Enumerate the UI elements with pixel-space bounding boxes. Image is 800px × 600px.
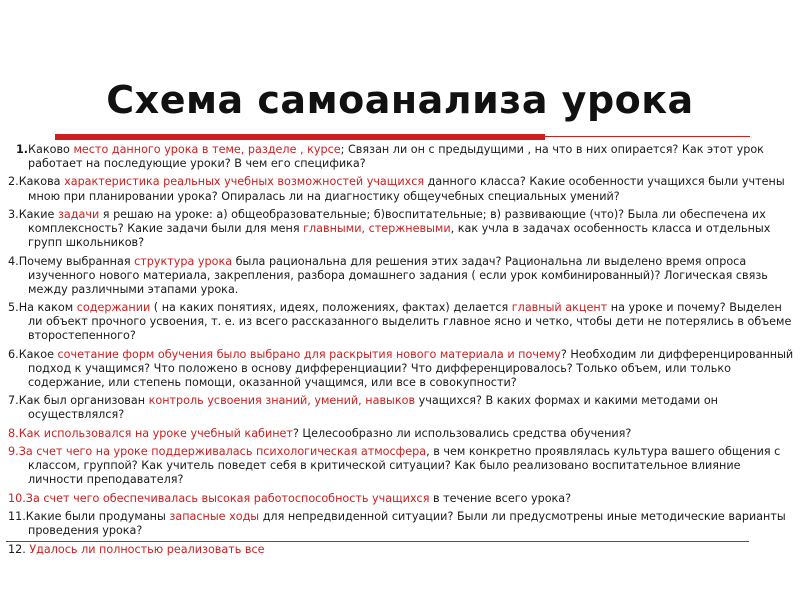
item-number: 12. <box>8 542 30 556</box>
item-text: Как был организован <box>18 394 149 408</box>
highlight-text: главный акцент <box>511 301 608 315</box>
item-text: была рациональна для решения этих задач? Рациональна ли выделено время опроса изученного нового материала, закрепления, разбора домашнего задания ( если урок комбинированный)? Логическая связь между различными этапами урока. <box>28 254 768 296</box>
item-text: Какова <box>18 175 65 189</box>
highlight-text: задачи <box>57 207 100 221</box>
item-text: Какие <box>18 207 58 221</box>
highlight-text: За счет чего на уроке поддерживалась психологическая атмосфера <box>18 445 427 459</box>
item-text: Почему выбранная <box>18 254 135 268</box>
item-text: ; Связан ли он с предыдущими , на что в них опирается? Как этот урок работает на последующие уроки? В чем его специфика? <box>28 143 764 171</box>
list-item <box>8 301 798 343</box>
highlight-text: Как использовался на уроке учебный кабинет <box>18 426 293 440</box>
slide-title: Схема самоанализа урока <box>106 78 694 122</box>
item-text: ( на каких понятиях, идеях, положениях, фактах) делается <box>150 301 512 315</box>
item-text: на уроке и почему? Выделен ли объект прочного усвоения, т. е. из всего рассказанного выделить главное ясно и четко, чтобы дети не потерялись в объеме второстепенного? <box>28 301 792 343</box>
item-text: , в чем конкретно проявлялась культура вашего общения с классом, группой? Как учитель поведет себя в критической ситуации? Как было реализовано воспитательное влияние личности преподавателя? <box>28 445 781 487</box>
item-text: Какое <box>18 347 58 361</box>
item-number: 8. <box>8 426 19 440</box>
title-underline-thin <box>545 136 750 137</box>
strike-line <box>6 541 749 542</box>
highlight-text: Удалось ли полностью реализовать все <box>29 542 265 556</box>
highlight-text: За счет чего обеспечивалась высокая работоспособность учащихся <box>25 491 430 505</box>
item-number: 4. <box>8 254 19 268</box>
list-item <box>8 255 798 297</box>
item-text: данного класса? Какие особенности учащихся были учтены мною при планировании урока? Опиралась ли на диагностику общеучебных специальных умений? <box>28 175 785 203</box>
list-item <box>8 543 798 557</box>
title-underline-thick <box>55 134 545 140</box>
item-number: 2. <box>8 175 19 189</box>
list-item <box>8 492 798 506</box>
item-number: 9. <box>8 445 19 459</box>
item-text: Каково <box>28 143 74 156</box>
item-text: я решаю на уроке: а) общеобразовательные; б)воспитательные; в) развивающие (что)? Была ли обеспечена их комплексность? Какие задачи были для меня <box>28 207 766 236</box>
item-text: учащихся? В каких формах и какими методами он осуществлялся? <box>28 394 718 422</box>
list-item <box>8 175 798 203</box>
highlight-text: запасные ходы <box>169 510 260 524</box>
highlight-text: сочетание форм обучения было выбрано для раскрытия нового материала и почему <box>57 347 561 361</box>
analysis-list <box>8 143 798 561</box>
highlight-text: главными, стержневыми <box>303 222 451 236</box>
highlight-text: место данного урока в теме, разделе , курсе <box>73 143 341 156</box>
list-item <box>8 510 798 538</box>
item-number: 5. <box>8 301 19 315</box>
item-text: ? Необходим ли дифференцированный подход к учащимся? Что положено в основу дифференциации? Что дифференцировалось? Только объем, или только содержание, или степень помощи, оказанной учащимся, или все в совокупности? <box>28 347 794 389</box>
highlight-text: содержании <box>76 301 151 315</box>
list-item <box>8 445 798 487</box>
item-number: 10. <box>8 491 26 505</box>
list-item <box>8 208 798 250</box>
item-text: , как учла в задачах особенность класса и отдельных групп школьников? <box>28 222 771 250</box>
item-number: 3. <box>8 207 19 221</box>
highlight-text: характеристика реальных учебных возможностей учащихся <box>64 175 425 189</box>
list-item <box>8 427 798 441</box>
item-number: 1. <box>16 143 29 156</box>
item-number: 6. <box>8 347 19 361</box>
item-text: На каком <box>18 301 77 315</box>
list-item <box>8 348 798 390</box>
item-number: 11. <box>8 510 26 524</box>
highlight-text: структура урока <box>134 254 233 268</box>
list-item <box>8 394 798 422</box>
item-text: в течение всего урока? <box>429 491 572 505</box>
list-item <box>8 143 798 171</box>
item-text: Какие были продуманы <box>25 510 170 524</box>
item-number: 7. <box>8 394 19 408</box>
item-text: для непредвиденной ситуации? Были ли предусмотрены иные методические варианты проведения урока? <box>28 510 786 538</box>
highlight-text: контроль усвоения знаний, умений, навыков <box>148 394 416 408</box>
item-text: ? Целесообразно ли использовались средства обучения? <box>292 426 632 440</box>
